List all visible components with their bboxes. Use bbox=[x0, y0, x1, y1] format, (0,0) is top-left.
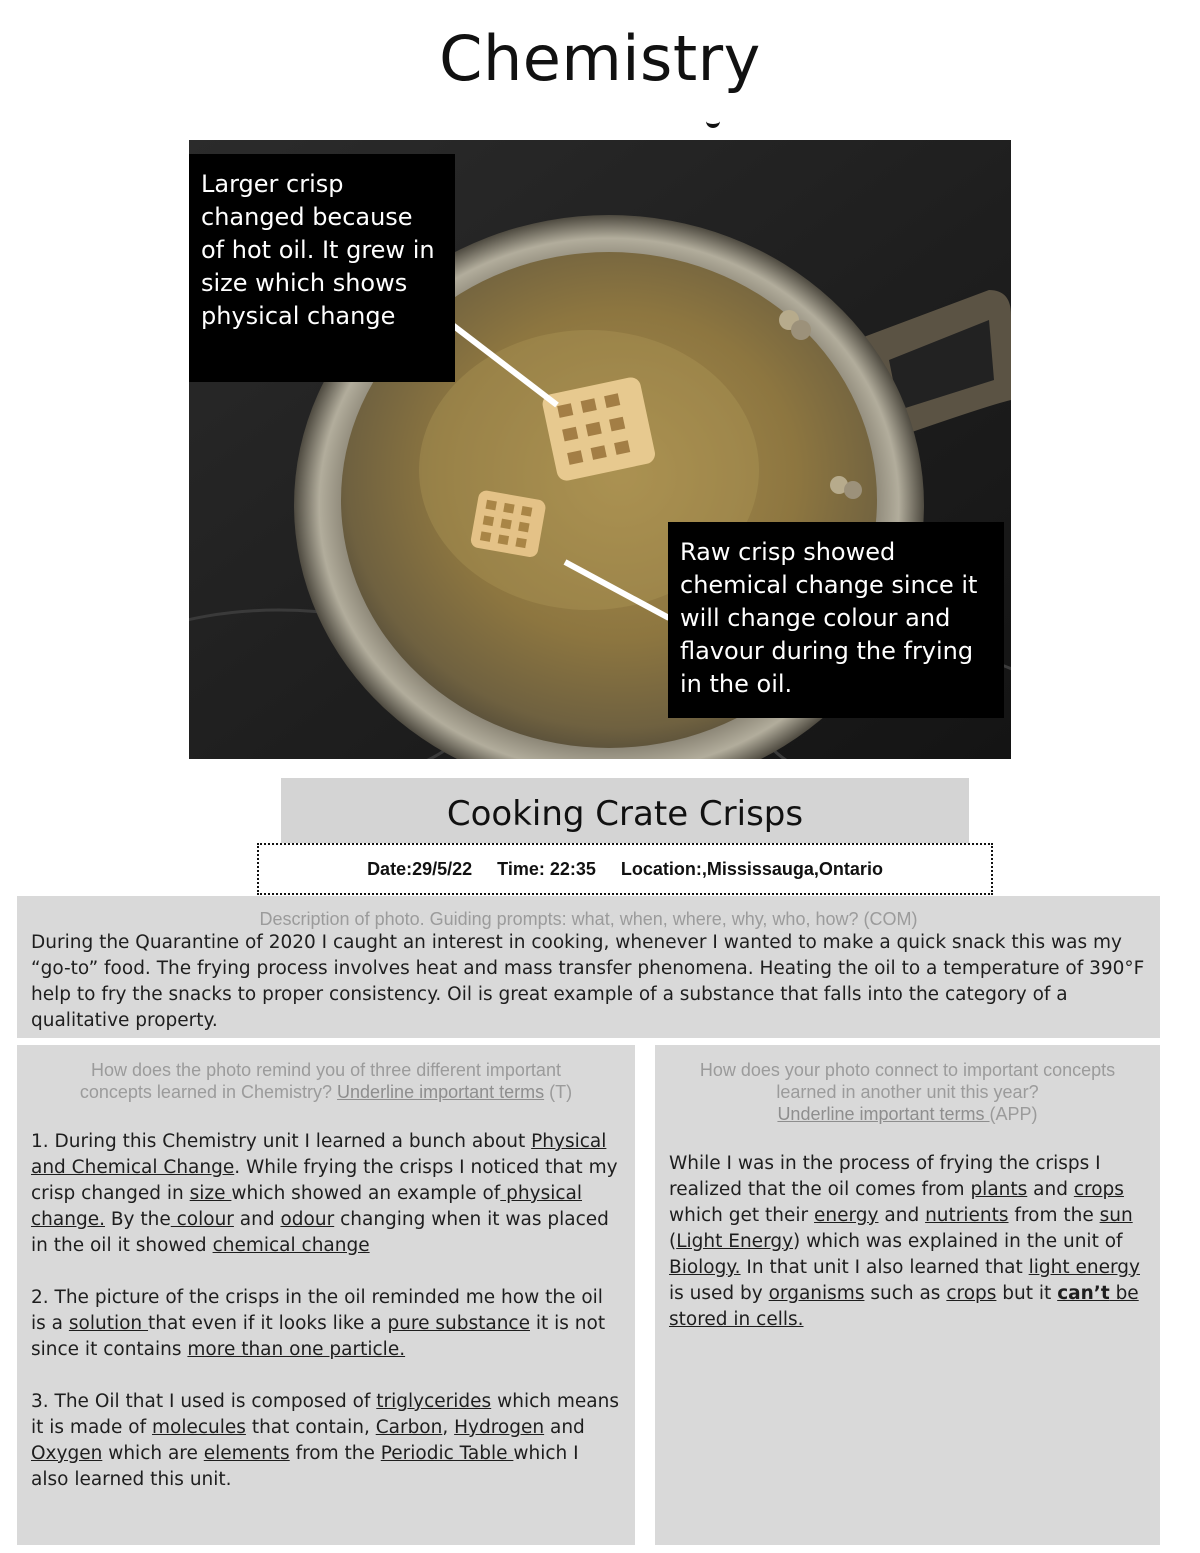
chemistry-concepts-prompt bbox=[31, 1059, 621, 1103]
location-label: Location:,Mississauga,Ontario bbox=[620, 859, 883, 879]
callout-physical-change: Larger crisp changed because of hot oil. It grew in size which shows physical change bbox=[189, 154, 455, 382]
key-term: plants bbox=[970, 1179, 1028, 1200]
text-run: and bbox=[544, 1417, 585, 1438]
text-run: is used by bbox=[669, 1283, 769, 1304]
other-unit-paragraph bbox=[669, 1151, 1146, 1333]
key-term: physical change. bbox=[31, 1183, 583, 1230]
key-term: Oxygen bbox=[31, 1443, 103, 1464]
key-term: triglycerides bbox=[376, 1391, 492, 1412]
section-title-banner: Cooking Crate Crisps bbox=[281, 778, 969, 848]
key-term-bold: can’t bbox=[1057, 1283, 1110, 1304]
concept-paragraph-1 bbox=[31, 1129, 621, 1259]
key-term: crops bbox=[1073, 1179, 1124, 1200]
key-term: molecules bbox=[152, 1417, 246, 1438]
key-term: Carbon bbox=[375, 1417, 443, 1438]
text-run: and bbox=[233, 1209, 281, 1230]
key-term: size bbox=[189, 1183, 232, 1204]
text-run: which get their bbox=[669, 1205, 815, 1226]
prompt-tag: (T) bbox=[544, 1082, 573, 1102]
description-panel bbox=[17, 896, 1160, 1038]
text-run: from the bbox=[289, 1443, 381, 1464]
key-term: solution bbox=[68, 1313, 149, 1334]
key-term: Periodic Table bbox=[380, 1443, 514, 1464]
text-run: . While frying the crisps I noticed that my crisp changed in bbox=[31, 1157, 618, 1204]
text-run: ) which was explained in the unit of bbox=[793, 1231, 1123, 1252]
key-term: elements bbox=[203, 1443, 290, 1464]
key-term: energy bbox=[814, 1205, 879, 1226]
key-term: sun bbox=[1099, 1205, 1133, 1226]
text-run: which showed an example of bbox=[231, 1183, 501, 1204]
text-run: 1. During this Chemistry unit I learned a bunch about bbox=[31, 1131, 532, 1152]
text-run: such as bbox=[864, 1283, 947, 1304]
text-run: which are bbox=[102, 1443, 204, 1464]
text-run: that even if it looks like a bbox=[148, 1313, 388, 1334]
key-term: Hydrogen bbox=[454, 1417, 545, 1438]
text-run: In that unit I also learned that bbox=[740, 1257, 1029, 1278]
key-term: pure substance bbox=[387, 1313, 530, 1334]
text-run: 2. The picture of the crisps in the oil reminded me how the oil is a bbox=[31, 1287, 603, 1334]
key-term: Biology. bbox=[669, 1257, 741, 1278]
concept-paragraph-3 bbox=[31, 1389, 621, 1493]
key-term: be stored in cells. bbox=[669, 1283, 1139, 1330]
description-text: During the Quarantine of 2020 I caught an interest in cooking, whenever I wanted to make a quick snack this was my “go-to” food. The frying process involves heat and mass transfer phenomena. Heating the oil to a temperature of 390°F help to fry the snacks to proper consistency. Oil is great example of a substance that falls into the category of a qualitative property. bbox=[31, 932, 1145, 1031]
text-run: changing when it was placed in the oil it showed bbox=[31, 1209, 609, 1256]
text-run: which means it is made of bbox=[31, 1391, 619, 1438]
key-term: nutrients bbox=[925, 1205, 1009, 1226]
time-label: Time: 22:35 bbox=[497, 859, 596, 879]
text-run: ( bbox=[669, 1231, 677, 1252]
text-run: and bbox=[1027, 1179, 1074, 1200]
prompt-underline: Underline important terms bbox=[337, 1082, 545, 1102]
text-run: By the bbox=[104, 1209, 171, 1230]
key-term: light energy bbox=[1028, 1257, 1140, 1278]
text-run: and bbox=[878, 1205, 926, 1226]
key-term: Physical and Chemical Change bbox=[31, 1131, 607, 1178]
text-run: While I was in the process of frying the crisps I realized that the oil comes from bbox=[669, 1153, 1101, 1200]
date-label: Date:29/5/22 bbox=[367, 859, 473, 879]
prompt-text: How does your photo connect to important concepts learned in another unit this year? bbox=[699, 1060, 1116, 1102]
key-term: organisms bbox=[768, 1283, 865, 1304]
prompt-tag: (APP) bbox=[989, 1104, 1038, 1124]
other-unit-panel bbox=[655, 1045, 1160, 1545]
text-run: that contain, bbox=[245, 1417, 376, 1438]
title-mark bbox=[706, 117, 720, 128]
key-term: colour bbox=[170, 1209, 234, 1230]
text-run: from the bbox=[1008, 1205, 1100, 1226]
key-term: crops bbox=[946, 1283, 997, 1304]
text-run: but it bbox=[996, 1283, 1058, 1304]
callout-chemical-change: Raw crisp showed chemical change since it will change colour and flavour during the frying in the oil. bbox=[668, 522, 1004, 718]
key-term: more than one particle. bbox=[187, 1339, 406, 1360]
chemistry-concepts-panel bbox=[17, 1045, 635, 1545]
key-term: Light Energy bbox=[676, 1231, 794, 1252]
prompt-underline: Underline important terms bbox=[777, 1104, 990, 1124]
key-term: chemical change bbox=[212, 1235, 370, 1256]
prompt-text: How does the photo remind you of three different important concepts learned in Chemistry? bbox=[79, 1060, 561, 1102]
description-prompt: Description of photo. Guiding prompts: what, when, where, why, who, how? (COM) bbox=[259, 909, 918, 929]
page-title: Chemistry bbox=[439, 22, 761, 95]
text-run: which I also learned this unit. bbox=[31, 1443, 579, 1490]
text-run: , bbox=[442, 1417, 455, 1438]
text-run: it is not since it contains bbox=[31, 1313, 606, 1360]
key-term: odour bbox=[280, 1209, 335, 1230]
concept-paragraph-2 bbox=[31, 1285, 621, 1363]
text-run: 3. The Oil that I used is composed of bbox=[31, 1391, 377, 1412]
photo-metadata bbox=[257, 843, 993, 895]
other-unit-prompt bbox=[669, 1059, 1146, 1125]
